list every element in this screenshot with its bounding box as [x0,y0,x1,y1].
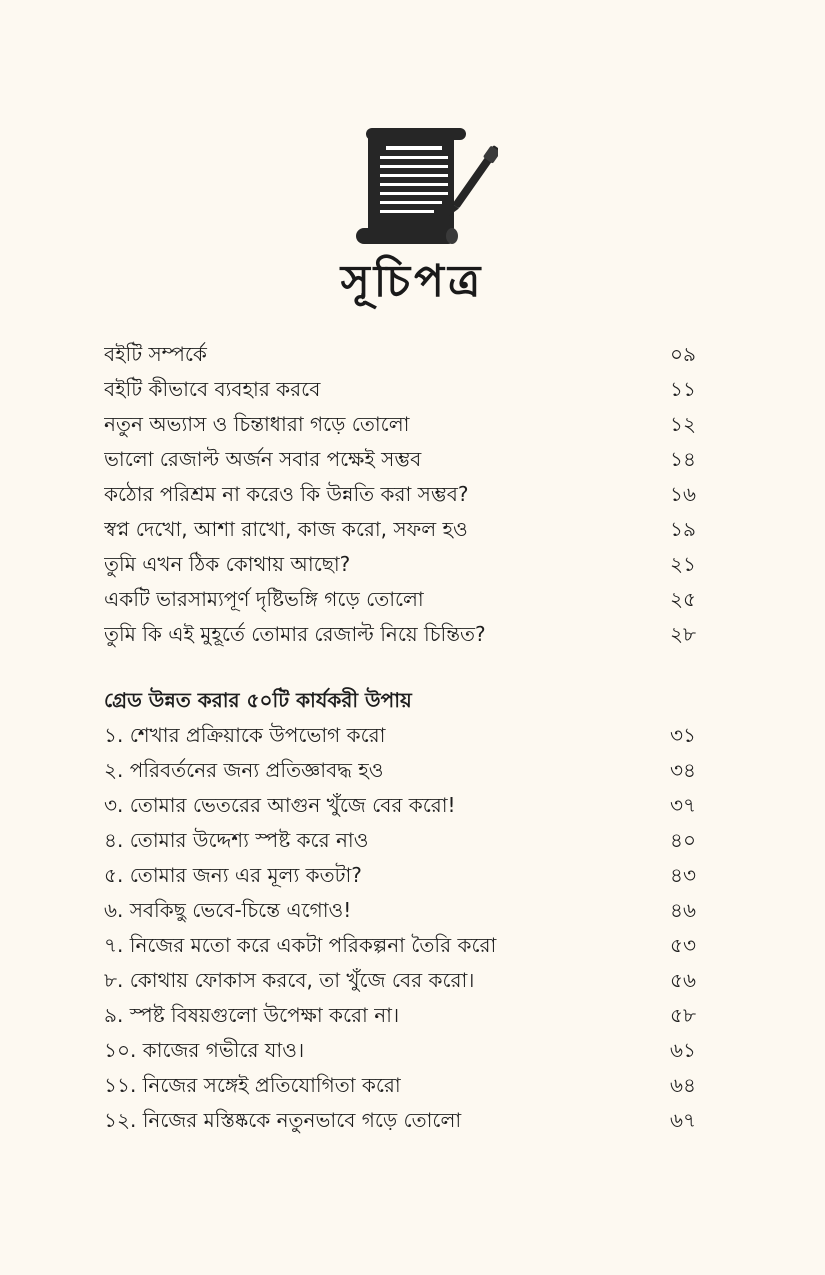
toc-entry-title: নতুন অভ্যাস ও চিন্তাধারা গড়ে তোলো [104,412,410,436]
section-heading: গ্রেড উন্নত করার ৫০টি কার্যকরী উপায় [104,688,412,712]
toc-entry-title: কঠোর পরিশ্রম না করেও কি উন্নতি করা সম্ভব? [104,482,469,506]
toc-entry-page: ৫৬ [670,968,696,992]
toc-entry-page: ৪৩ [670,863,696,887]
toc-entry[interactable] [104,407,696,442]
toc-entry-page: ০৯ [670,342,696,366]
toc-entry-title: ৩. তোমার ভেতরের আগুন খুঁজে বের করো! [104,793,456,817]
toc-entry-page: ৬৭ [669,1108,696,1132]
toc-entry-page: ৬১ [670,1038,696,1062]
toc-entry-title: ভালো রেজাল্ট অর্জন সবার পক্ষেই সম্ভব [104,447,422,471]
toc-entry[interactable] [104,823,696,858]
scroll-with-pen-icon [352,124,498,248]
toc-entry-title: ৬. সবকিছু ভেবে-চিন্তে এগোও! [104,898,352,922]
toc-entry-page: ৪০ [670,828,696,852]
toc-entry[interactable] [104,1033,696,1068]
toc-entry-title: তুমি কি এই মুহূর্তে তোমার রেজাল্ট নিয়ে চিন্তিত? [104,622,486,646]
toc-entry[interactable] [104,718,696,753]
toc-entry-title: ৪. তোমার উদ্দেশ্য স্পষ্ট করে নাও [104,828,369,852]
toc-entry[interactable] [104,337,696,372]
toc-entry-title: ১০. কাজের গভীরে যাও। [104,1038,305,1062]
toc-entry[interactable] [104,617,696,652]
toc-entry-title: ১২. নিজের মস্তিষ্ককে নতুনভাবে গড়ে তোলো [104,1108,462,1132]
toc-entry-title: ৭. নিজের মতো করে একটা পরিকল্পনা তৈরি করো [104,933,497,957]
toc-section-list [104,718,696,1138]
toc-entry-page: ৩৪ [670,758,696,782]
toc-entry-title: ৯. স্পষ্ট বিষয়গুলো উপেক্ষা করো না। [104,1003,400,1027]
toc-entry-page: ৩১ [670,723,696,747]
toc-entry[interactable] [104,512,696,547]
toc-entry-title: বইটি কীভাবে ব্যবহার করবে [104,377,321,401]
toc-entry-title: ১১. নিজের সঙ্গেই প্রতিযোগিতা করো [104,1073,401,1097]
toc-entry-title: ৮. কোথায় ফোকাস করবে, তা খুঁজে বের করো। [104,968,475,992]
toc-intro-list [104,337,696,652]
toc-entry-page: ১১ [670,377,696,401]
toc-entry-page: ১৬ [670,482,696,506]
toc-entry-title: একটি ভারসাম্যপূর্ণ দৃষ্টিভঙ্গি গড়ে তোলো [104,587,424,611]
toc-entry-title: স্বপ্ন দেখো, আশা রাখো, কাজ করো, সফল হও [104,517,468,541]
toc-entry[interactable] [104,963,696,998]
toc-entry-page: ৫৩ [670,933,696,957]
toc-entry[interactable] [104,893,696,928]
toc-entry-page: ১৯ [670,517,696,541]
toc-entry-page: ১২ [670,412,696,436]
toc-entry-page: ৫৮ [670,1003,696,1027]
toc-entry[interactable] [104,788,696,823]
toc-entry-page: ২৮ [670,622,696,646]
toc-entry[interactable] [104,547,696,582]
toc-entry[interactable] [104,1103,696,1138]
toc-entry-page: ২৫ [670,587,696,611]
toc-entry-title: ২. পরিবর্তনের জন্য প্রতিজ্ঞাবদ্ধ হও [104,758,384,782]
toc-entry-page: ৩৭ [669,793,696,817]
toc-entry[interactable] [104,1068,696,1103]
toc-entry-page: ৬৪ [670,1073,696,1097]
toc-entry[interactable] [104,582,696,617]
page-title: সূচিপত্র [340,256,485,307]
toc-entry-page: ১৪ [670,447,696,471]
toc-entry[interactable] [104,753,696,788]
toc-entry-title: ১. শেখার প্রক্রিয়াকে উপভোগ করো [104,723,386,747]
toc-entry-title: তুমি এখন ঠিক কোথায় আছো? [104,552,351,576]
toc-entry-page: ৪৬ [670,898,696,922]
toc-entry-title: বইটি সম্পর্কে [104,342,207,366]
toc-entry-page: ২১ [670,552,696,576]
toc-entry[interactable] [104,998,696,1033]
toc-entry[interactable] [104,928,696,963]
toc-entry[interactable] [104,477,696,512]
toc-entry[interactable] [104,858,696,893]
toc-entry-title: ৫. তোমার জন্য এর মূল্য কতটা? [104,863,362,887]
toc-entry[interactable] [104,372,696,407]
toc-entry[interactable] [104,442,696,477]
